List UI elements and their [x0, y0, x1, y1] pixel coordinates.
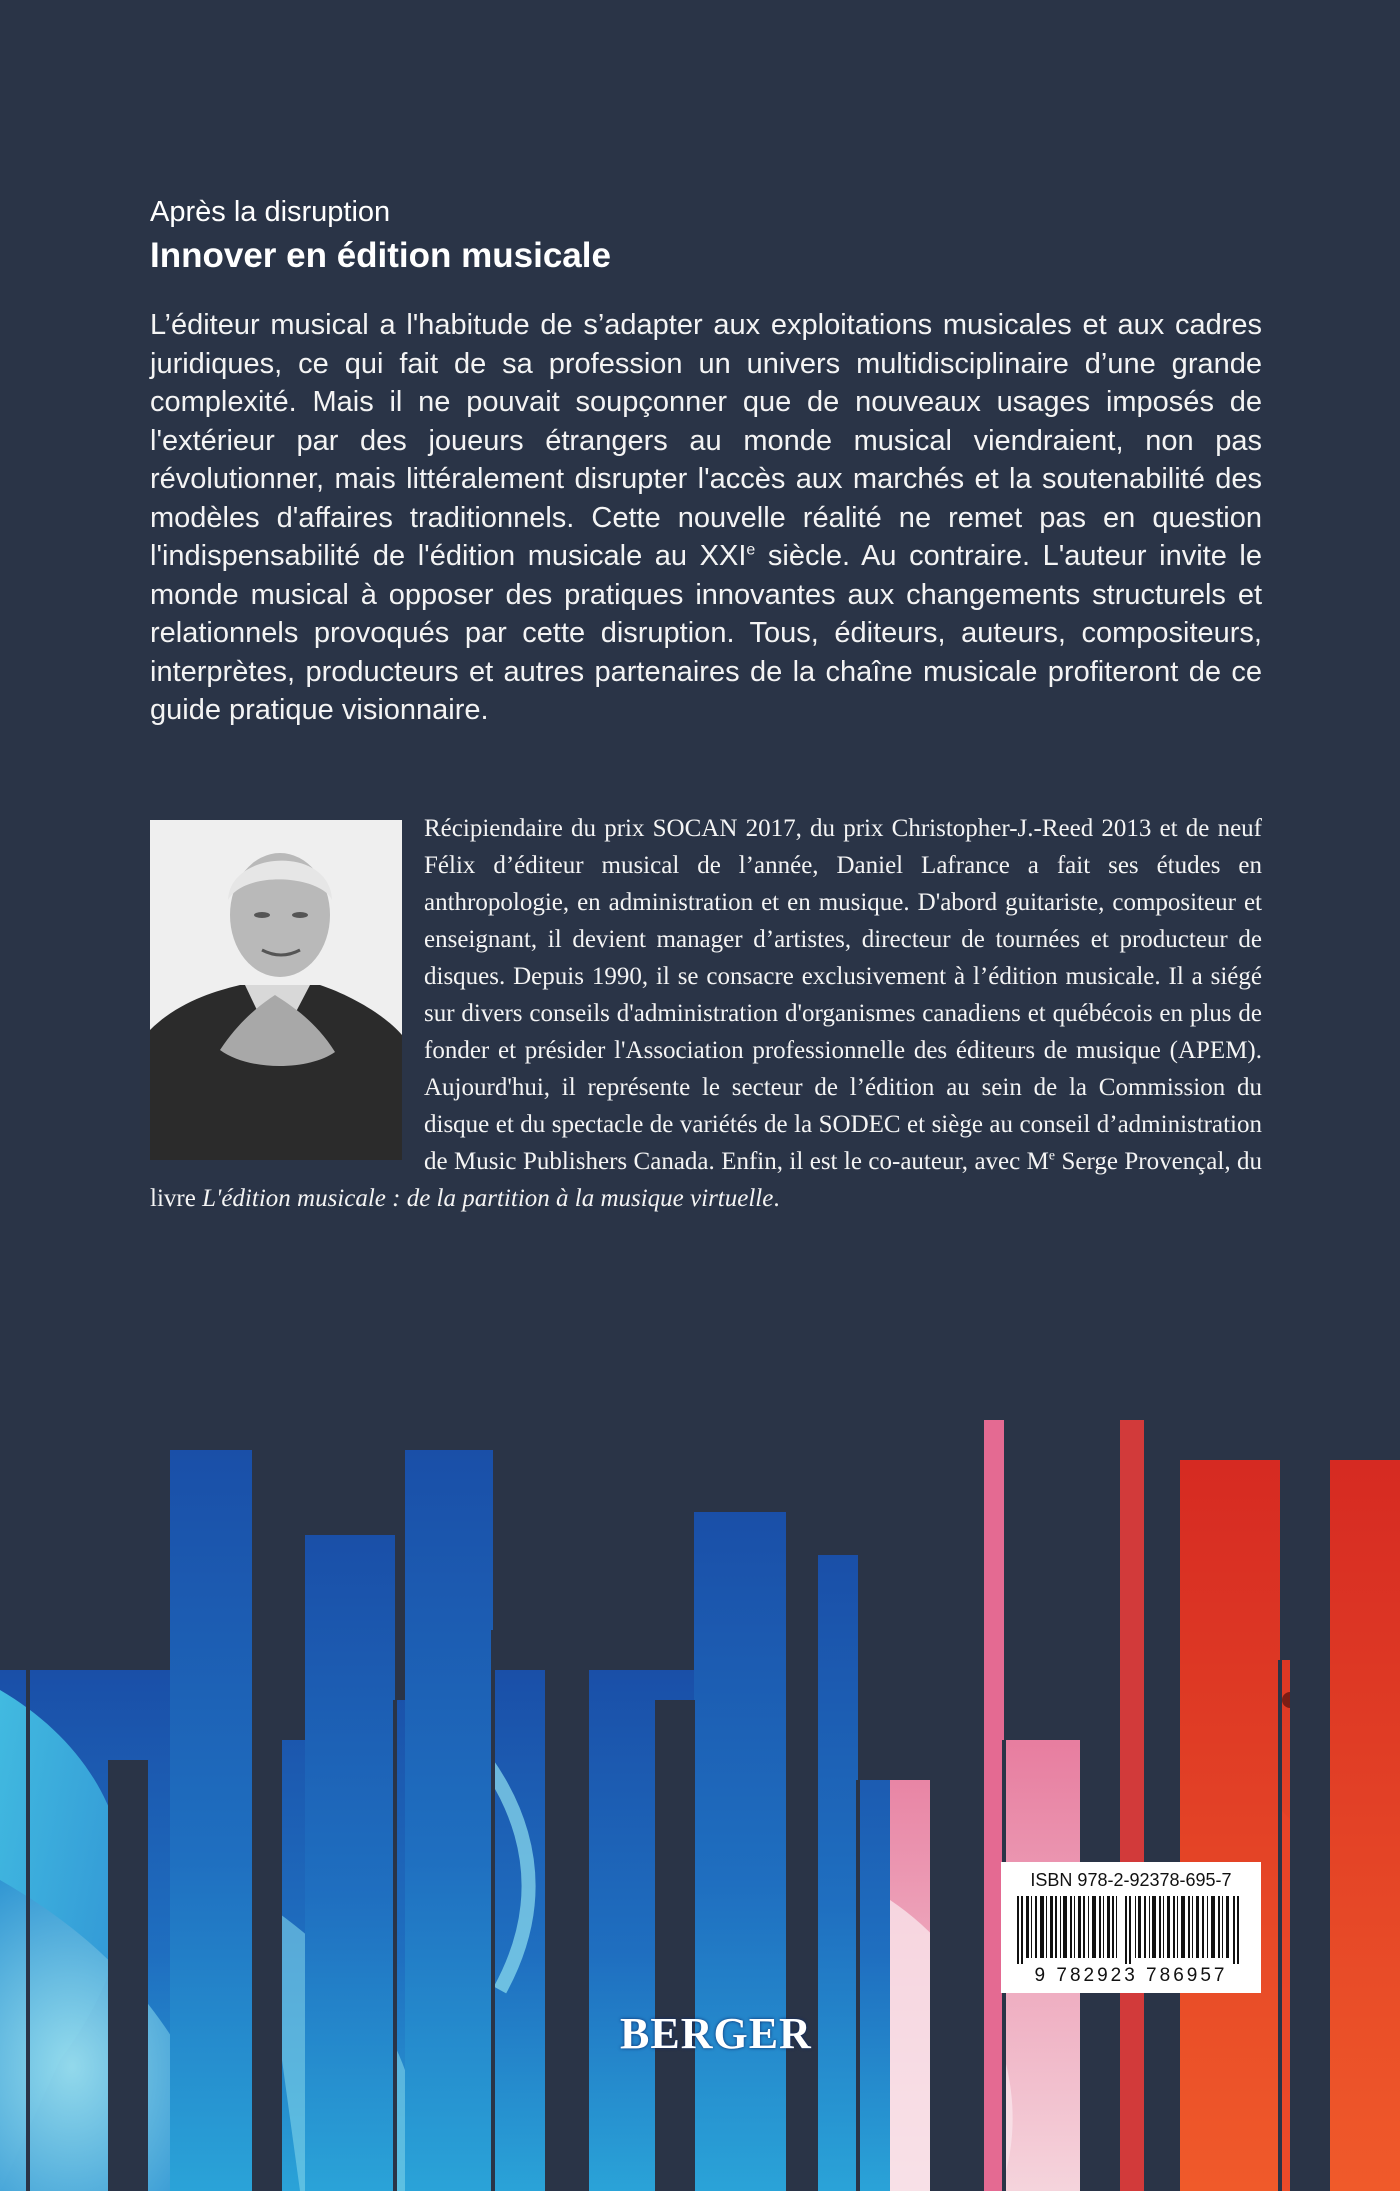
- publisher-logo: BERGER: [620, 2009, 812, 2058]
- bio-text-2: Serge Provençal, du livre: [150, 1148, 1262, 1212]
- barcode-box: [1001, 1862, 1261, 1993]
- summary-superscript: e: [746, 541, 756, 559]
- author-bio: [150, 810, 1262, 1217]
- summary-text-1: L’éditeur musical a l'habitude de s’adapter aux exploitations musicales et aux cadres juridiques, ce qui fait de sa profession un univers multidisciplinaire d’une grande complexité. Mais il ne pouvait soupçonner que de nouveaux usages imposés de l'extérieur par des joueurs étrangers au monde musical viendraient, non pas révolutionner, mais littéralement disrupter l'accès aux marchés et la soutenabilité des modèles d'affaires traditionnels. Cette nouvelle réalité ne remet pas en question l'indispensabilité de l'édition musicale au XXI: [150, 309, 1262, 572]
- barcode-digits: 9 782923 786957: [1034, 1965, 1228, 1986]
- book-summary: [150, 306, 1262, 730]
- barcode-icon: [1015, 1896, 1247, 1964]
- book-title: Innover en édition musicale: [150, 236, 611, 275]
- bio-book-title: L'édition musicale : de la partition à la musique virtuelle: [202, 1185, 774, 1212]
- summary-text-2: siècle. Au contraire. L'auteur invite le monde musical à opposer des pratiques innovantes aux changements structurels et relationnels provoqués par cette disruption. Tous, éditeurs, auteurs, compositeurs, interprètes, producteurs et autres partenaires de la chaîne musicale profiteront de ce guide pratique visionnaire.: [150, 540, 1262, 726]
- bio-superscript: e: [1048, 1147, 1056, 1163]
- piano-keys-artwork: [0, 1420, 1400, 2191]
- isbn-label: ISBN 978-2-92378-695-7: [1030, 1870, 1232, 1890]
- book-subtitle: Après la disruption: [150, 196, 391, 228]
- author-photo: [150, 820, 402, 1160]
- bio-end: .: [773, 1185, 780, 1212]
- bio-text-1: Récipiendaire du prix SOCAN 2017, du prix Christopher-J.-Reed 2013 et de neuf Félix d’éditeur musical de l’année, Daniel Lafrance a fait ses études en anthropologie, en administration et en musique. D'abord guitariste, compositeur et enseignant, il devient manager d’artistes, directeur de tournées et producteur de disques. Depuis 1990, il se consacre exclusivement à l’édition musicale. Il a siégé sur divers conseils d'administration d'organismes canadiens et québécois en plus de fonder et présider l'Association professionnelle des éditeurs de musique (APEM). Aujourd'hui, il représente le secteur de l’édition au sein de la Commission du disque et du spectacle de variétés de la SODEC et siège au conseil d’administration de Music Publishers Canada. Enfin, il est le co-auteur, avec M: [424, 815, 1262, 1175]
